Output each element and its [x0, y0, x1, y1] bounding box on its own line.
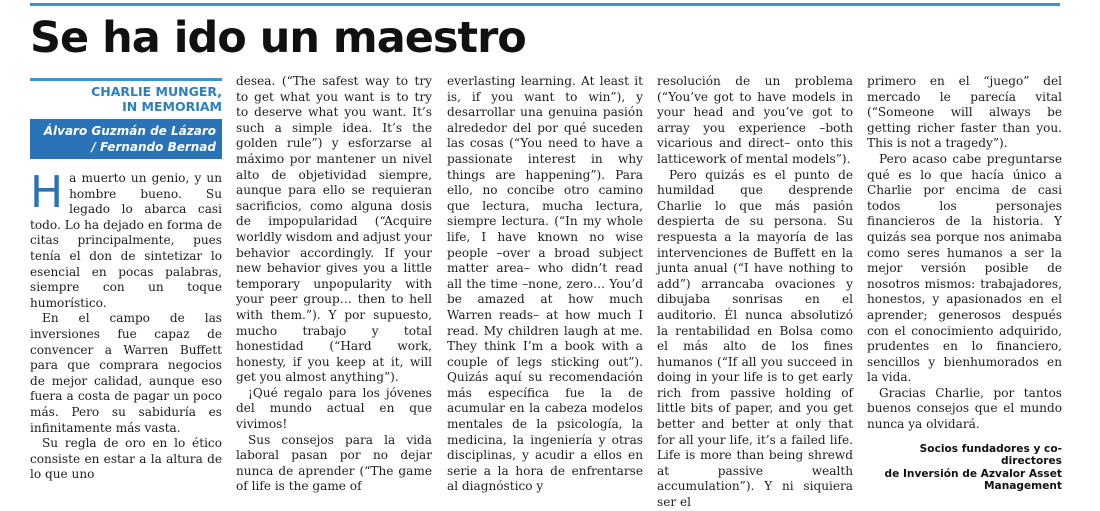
author-signature	[867, 443, 1062, 493]
paragraph	[30, 167, 222, 311]
paragraph: Pero acaso cabe preguntarse qué es lo que hacía único a Charlie por encima de casi todos los personajes financieros de la historia. Y quizás sea porque nos animaba como seres humanos a ser la mejor versión posible de nosotros mismos: trabajadores, honestos, y apasionados en el aprender; generosos después con el conocimiento adquirido, prudentes en lo financiero, sencillos y bienhumorados en la vida.	[867, 151, 1062, 385]
rubric-line-1: CHARLIE MUNGER,	[91, 84, 222, 99]
paragraph: Pero quizás es el punto de humildad que desprende Charlie lo que más pasión despierta de su persona. Su respuesta a la mayoría de las intervenciones de Buffett en la junta anual (“I have nothing to add”) arrancaba ovaciones y dibujaba sonrisas en el auditorio. Él nunca absolutizó la rentabilidad en Bolsa como el más alto de los fines humanos (“If all you succeed in doing in your life is to get early rich from passive holding of little bits of paper, and you get better and better at only that for all your life, it’s a failed life. Life is more than being shrewd at passive wealth accumulation”). Y ni siquiera ser el	[657, 167, 853, 510]
drop-cap: H	[30, 167, 64, 218]
rubric-rule	[30, 78, 222, 81]
column-3	[447, 74, 643, 495]
author-line-1: Álvaro Guzmán de Lázaro	[43, 124, 216, 138]
signature-line-2: de Inversión de Azvalor Asset	[884, 467, 1062, 480]
column-4	[657, 74, 853, 511]
signature-line-3: Management	[984, 480, 1062, 493]
column-5	[867, 74, 1062, 493]
author-box	[30, 119, 222, 159]
paragraph: everlasting learning. At least it is, if you want to win”), y desarrollar una genuina pasión alrededor del por qué suceden las cosas (“You need to have a passionate interest in why things are happening”). Para ello, no concibe otro camino que lectura, mucha lectura, siempre lectura. (“In my whole life, I have known no wise people –over a broad subject matter area– who didn’t read all the time –none, zero… You’d be amazed at how much Warren reads– at how much I read. My children laugh at me. They think I’m a book with a couple of legs sticking out”). Quizás aquí su recomendación más específica fue la de acumular en la cabeza modelos mentales de la psicología, la medicina, la ingeniería y otras disciplinas, y acudir a ellos en serie a la hora de enfrentarse al diagnóstico y	[447, 74, 643, 494]
paragraph: En el campo de las inversiones fue capaz de convencer a Warren Buffett para que comprara negocios de mejor calidad, aunque eso fuera a costa de pagar un poco más. Pero su sabiduría es infinitamente más vasta.	[30, 311, 222, 435]
author-line-2: / Fernando Bernad	[91, 140, 216, 154]
paragraph: resolución de un problema (“You’ve got to have models in your head and you’ve got to array you experience –both vicarious and direct– onto this latticework of mental models”).	[657, 74, 853, 166]
paragraph: ¡Qué regalo para los jóvenes del mundo actual en que vivimos!	[236, 385, 432, 432]
top-rule	[30, 3, 1060, 6]
paragraph: primero en el “juego” del mercado le parecía vital (“Someone will always be getting richer faster than you. This is not a tragedy”).	[867, 74, 1062, 151]
section-rubric	[30, 85, 222, 114]
rubric-line-2: IN MEMORIAM	[122, 98, 222, 114]
headline: Se ha ido un maestro	[30, 13, 526, 63]
paragraph: Su regla de oro en lo ético consiste en estar a la altura de lo que uno	[30, 436, 222, 482]
paragraph: Gracias Charlie, por tantos buenos consejos que el mundo nunca ya olvidará.	[867, 385, 1062, 432]
paragraph: desea. (“The safest way to try to get what you want is to try to deserve what you want. It’s such a simple idea. It’s the golden rule”) y esforzarse al máximo por mantener un nivel alto de objetividad siempre, aunque para ello se requieran sacrificios, como alguna dosis de impopularidad (“Acquire worldly wisdom and adjust your behavior accordingly. If your new behavior gives you a little temporary unpopularity with your peer group… then to hell with them.”). Y por supuesto, mucho trabajo y total honestidad (“Hard work, honesty, if you keep at it, will get you almost anything”).	[236, 74, 432, 385]
column-1-body	[30, 167, 222, 483]
paragraph-text: a muerto un genio, y un hombre bueno. Su legado lo abarca casi todo. Lo ha dejado en forma de citas principalmente, pues tenía el don de sintetizar lo esencial en pocas palabras, siempre con un toque humorístico.	[30, 171, 222, 310]
column-2	[236, 74, 432, 495]
signature-line-1: Socios fundadores y co-directores	[919, 442, 1062, 468]
paragraph: Sus consejos para la vida laboral pasan por no dejar nunca de aprender (“The game of life is the game of	[236, 432, 432, 494]
column-1	[30, 74, 222, 483]
